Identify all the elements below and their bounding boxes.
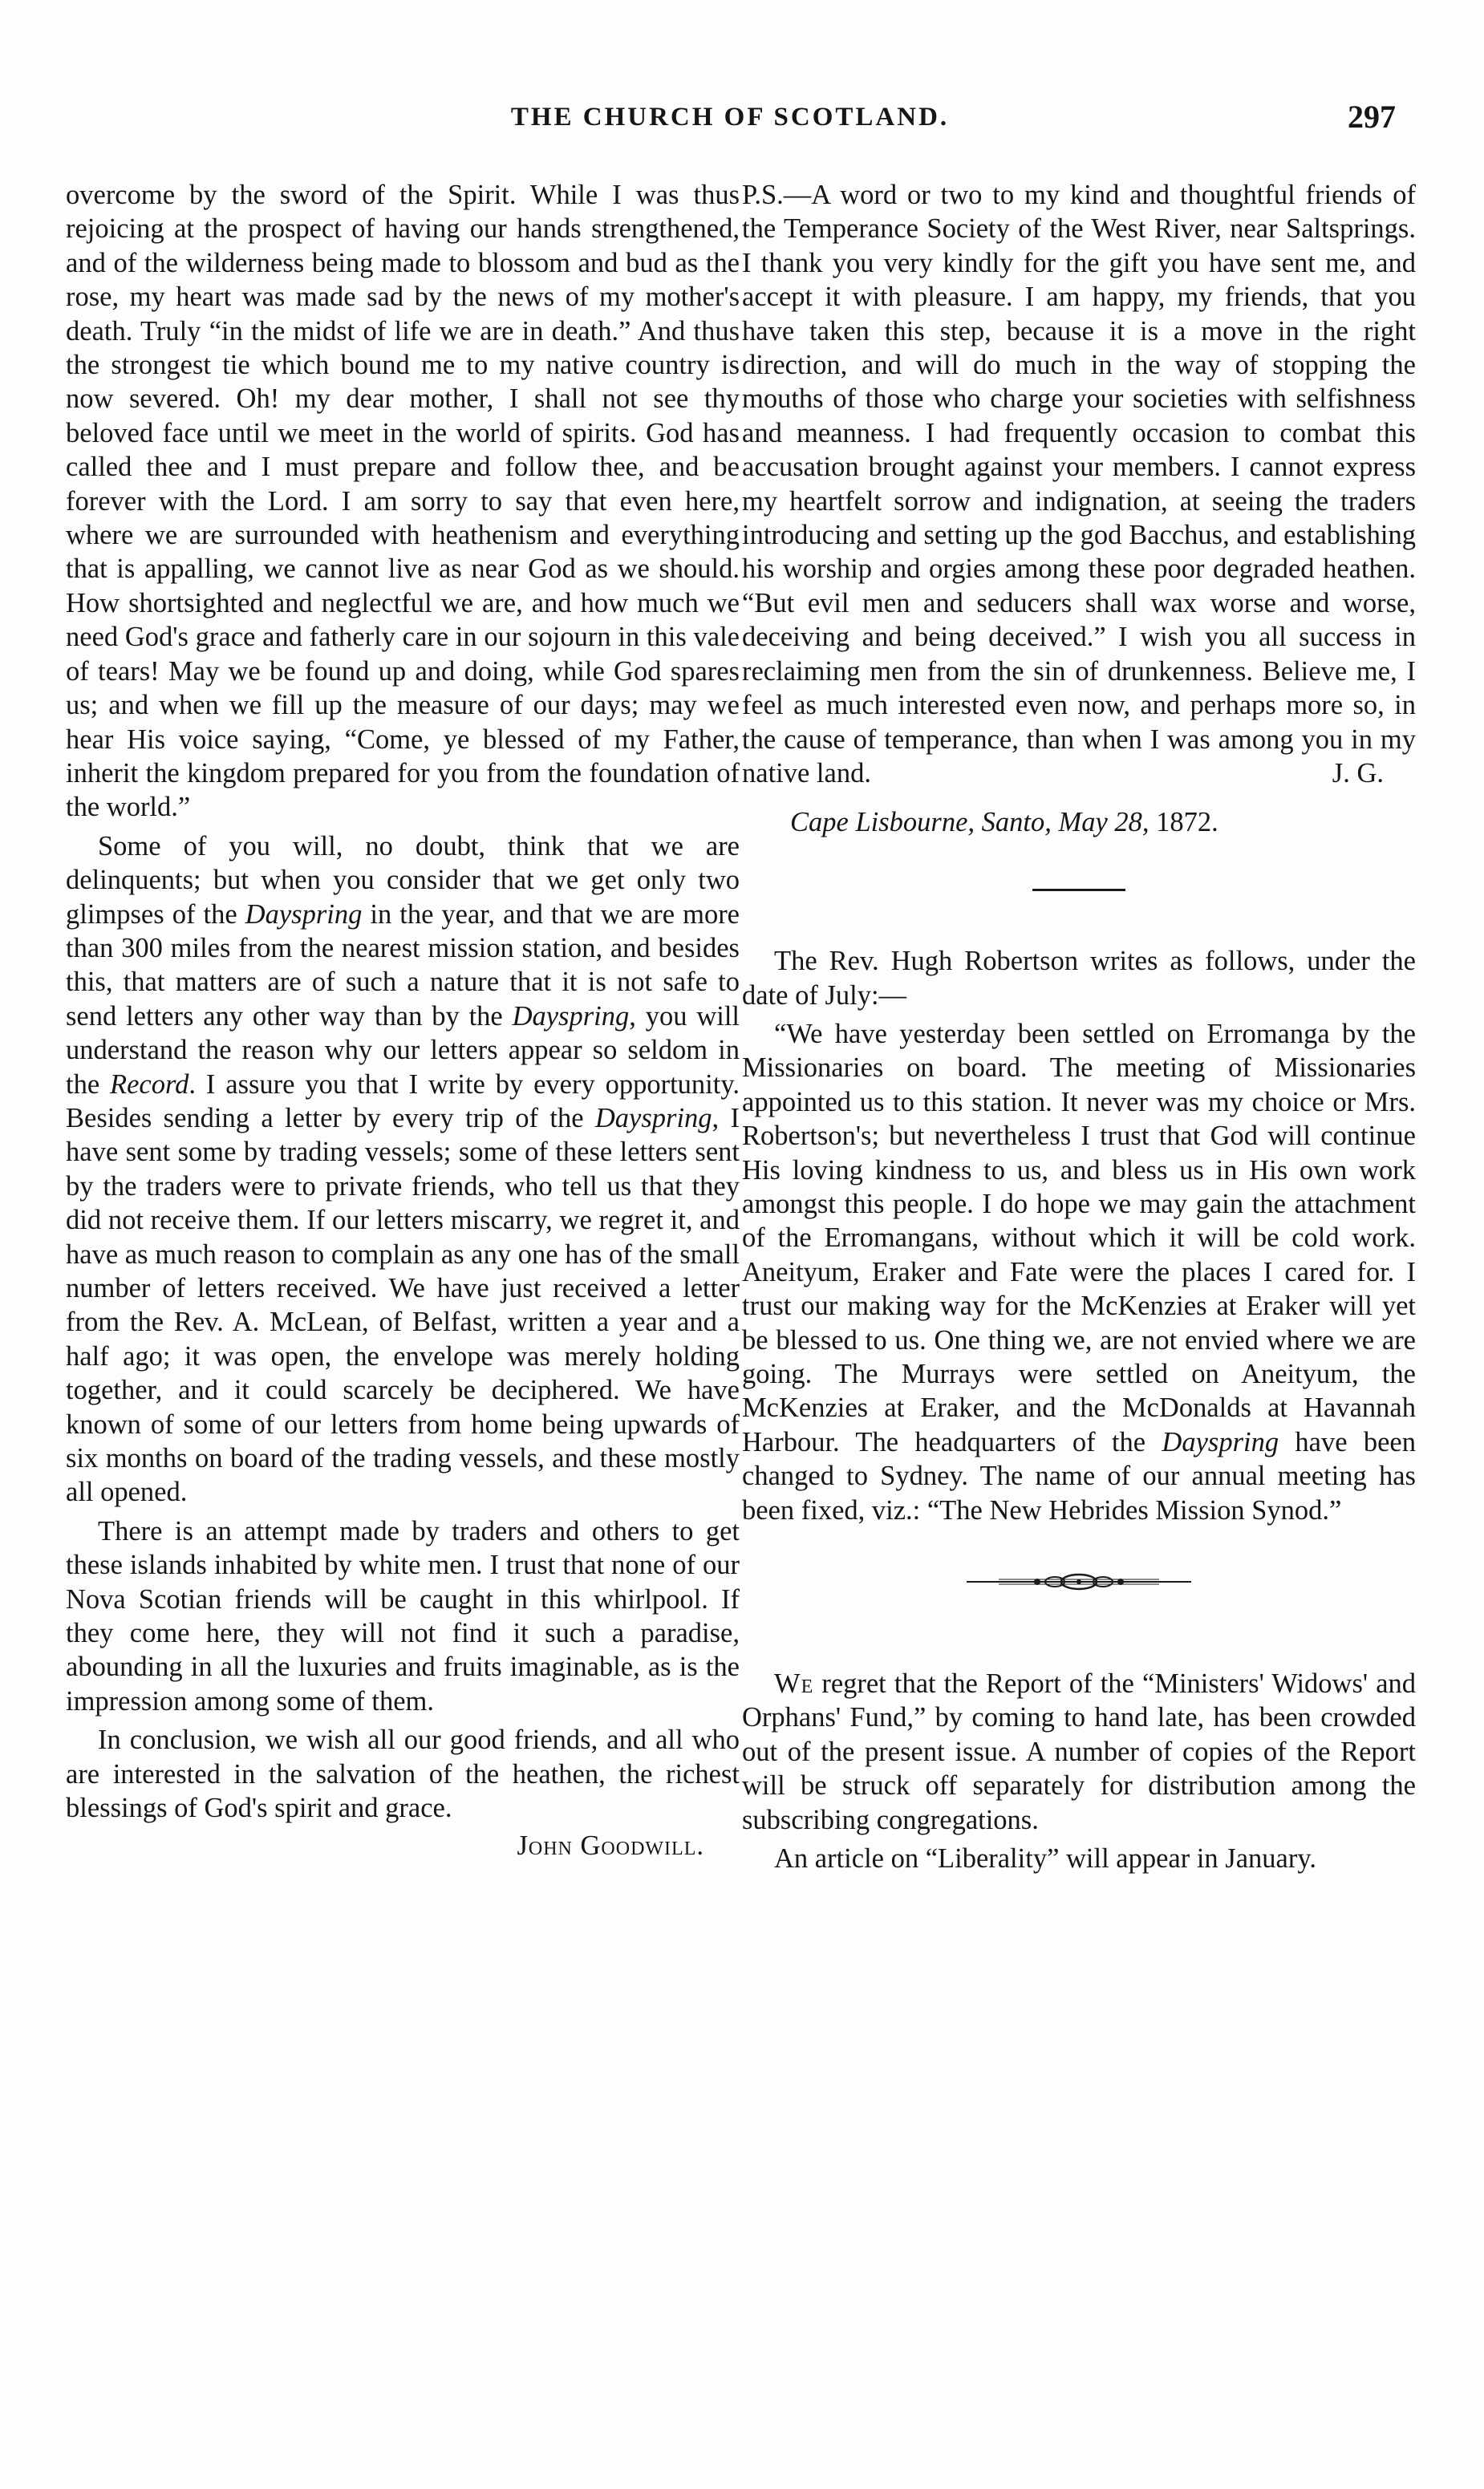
page-title: THE CHURCH OF SCOTLAND. [510,103,950,132]
initials-signature: J. G. [1332,758,1384,789]
notice-lead-word: We [774,1668,814,1700]
right-column [742,178,1416,1875]
robertson-intro: The Rev. Hugh Robertson writes as follows, under the date of July:— [742,946,1416,1011]
letter-paragraph-2: Some of you will, no doubt, think that we are delinquents; but when you consider that we get only two glimpses of the Dayspring in the year, and that we are more than 300 miles from the nearest mission station, and besides this, that matters are of such a nature that it is not safe to send letters any other way than by the Dayspring, you will understand the reason why our letters appear so seldom in the Record. I assure you that I write by every opportunity. Besides sending a letter by every trip of the Dayspring, I have sent some by trading vessels; some of these letters sent by the traders were to private friends, who tell us that they did not receive them. If our letters miscarry, we regret it, and have as much reason to complain as any one has of the small number of letters received. We have just received a letter from the Rev. A. McLean, of Belfast, written a year and a half ago; it was open, the envelope was merely holding together, and it could scarcely be deciphered. We have known of some of our letters from home being upwards of six months on board of the trading vessels, and these mostly all opened. [66,830,740,1508]
dateline [790,805,1416,839]
robertson-letter: “We have yesterday been settled on Erromanga by the Missionaries on board. The meeting of Missionaries appointed us to this station. It never was my choice or Mrs. Robertson's; but nevertheless I trust that God will continue His loving kindness to us, and bless us in His own work amongst this people. I do hope we may gain the attachment of the Erromangans, without which it will be cold work. Aneityum, Eraker and Fate were the places I cared for. I trust our making way for the McKenzies at Eraker will yet be blessed to us. One thing we, are not envied where we are going. The Murrays were settled on Aneityum, the McKenzies at Eraker, and the McDonalds at Havannah Harbour. The headquarters of the Dayspring have been changed to Sydney. The name of our annual meeting has been fixed, viz.: “The New Hebrides Mission Synod.” [742,1018,1416,1526]
fund-report-notice [742,1667,1416,1837]
letter-paragraph-1: overcome by the sword of the Spirit. While I was thus rejoicing at the prospect of having our hands strengthened, and of the wilderness being made to blossom and bud as the rose, my heart was made sad by the news of my mother's death. Truly “in the midst of life we are in death.” And thus the strongest tie which bound me to my native country is now severed. Oh! my dear mother, I shall not see thy beloved face until we meet in the world of spirits. God has called thee and I must prepare and follow thee, and be forever with the Lord. I am sorry to say that even here, where we are surrounded with heathenism and everything that is appalling, we cannot live as near God as we should. How shortsighted and neglectful we are, and how much we need God's grace and fatherly care in our sojourn in this vale of tears! May we be found up and doing, while God spares us; and when we fill up the measure of our days; may we hear His voice saying, “Come, ye blessed of my Father, inherit the kingdom prepared for you from the foundation of the world.” [66,180,740,823]
notice-body: regret that the Report of the “Ministers' Widows' and Orphans' Fund,” by coming to hand late, has been crowded out of the present issue. A number of copies of the Report will be struck off separately for distribution among the subscribing congregations. [742,1668,1417,1835]
dateline-place: Cape Lisbourne, Santo, May 28, [790,806,1149,837]
postscript-paragraph: P.S.—A word or two to my kind and thoughtful friends of the Temperance Society of the West River, near Saltsprings. I thank you very kindly for the gift you have sent me, and accept it with pleasure. I am happy, my friends, that you have taken this step, because it is a move in the right direction, and will do much in the way of stopping the mouths of those who charge your societies with selfishness and meanness. I had frequently occasion to combat this accusation brought against your members. I cannot express my heartfelt sorrow and indignation, at seeing the traders introducing and setting up the god Bacchus, and establishing his worship and orgies among these poor degraded heathen. “But evil men and seducers shall wax worse and worse, deceiving and being deceived.” I wish you all success in reclaiming men from the sin of drunkenness. Believe me, I feel as much interested even now, and perhaps more so, in the cause of temperance, than when I was among you in my native land. [742,180,1416,788]
letter-paragraph-4: In conclusion, we wish all our good friends, and all who are interested in the salvation of the heathen, the richest blessings of God's spirit and grace. [66,1725,740,1824]
running-header [64,98,1396,146]
signature-john-goodwill: John Goodwill. [517,1830,704,1861]
section-divider [1032,889,1125,891]
left-column [66,178,740,1863]
dateline-year: 1872. [1156,806,1218,837]
letter-paragraph-3: There is an attempt made by traders and others to get these islands inhabited by white men. I trust that none of our Nova Scotian friends will be caught in this whirlpool. If they come here, they will not find it such a paradise, abounding in all the luxuries and fruits imaginable, as is the impression among some of them. [66,1515,740,1717]
liberality-article-note: An article on “Liberality” will appear in January. [774,1843,1316,1875]
page-number: 297 [1348,99,1396,135]
ornament-divider-icon [967,1571,1191,1593]
